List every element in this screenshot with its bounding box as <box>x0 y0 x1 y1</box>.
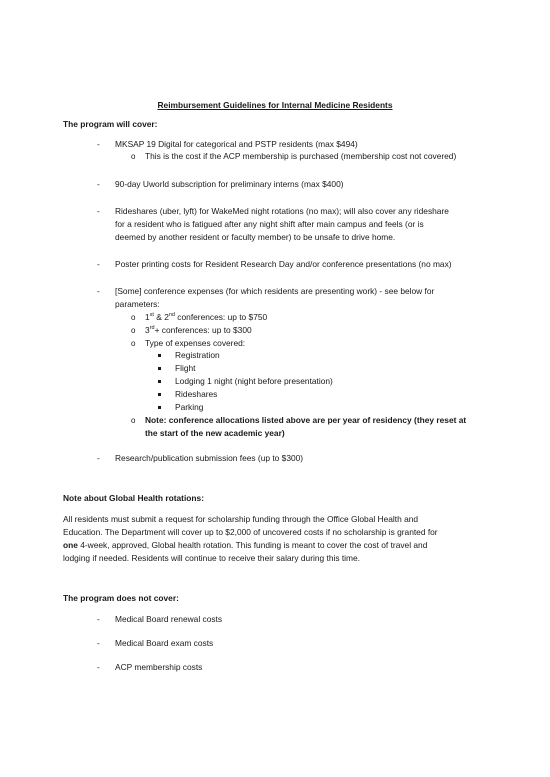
cover-item-mksap: MKSAP 19 Digital for categorical and PSTP residents (max $494) <box>115 139 358 149</box>
list-dash: - <box>97 638 100 648</box>
global-health-text-line: lodging if needed. Residents will continue to receive their salary during this time. <box>63 553 361 563</box>
expense-type-item: Parking <box>175 402 204 412</box>
cover-item-poster: Poster printing costs for Resident Research Day and/or conference presentations (no max) <box>115 259 452 269</box>
list-circle: o <box>131 416 136 425</box>
global-health-text-line: Education. The Department will cover up to $2,000 of uncovered costs if no scholarship is granted for <box>63 527 438 537</box>
emphasis-one: one <box>63 540 78 550</box>
expense-type-item: Registration <box>175 350 220 360</box>
cover-item-conference-line: parameters: <box>115 299 160 309</box>
page-title: Reimbursement Guidelines for Internal Medicine Residents <box>157 100 393 110</box>
list-circle: o <box>131 313 136 322</box>
global-health-heading: Note about Global Health rotations: <box>63 493 204 503</box>
list-circle: o <box>131 326 136 335</box>
list-dash: - <box>97 259 100 269</box>
cover-item-rideshare-line: Rideshares (uber, lyft) for WakeMed night rotations (no max); will also cover any rideshare <box>115 206 449 216</box>
cover-item-mksap-note: This is the cost if the ACP membership is purchased (membership cost not covered) <box>145 151 457 161</box>
cover-item-rideshare-line: deemed by another resident or faculty member) to be unsafe to drive home. <box>115 232 396 242</box>
conference-allowance-first: 1st & 2nd conferences: up to $750 <box>145 312 268 322</box>
list-dash: - <box>97 286 100 296</box>
expense-type-item: Rideshares <box>175 389 218 399</box>
expense-type-item: Flight <box>175 363 196 373</box>
list-circle: o <box>131 152 136 161</box>
list-dash: - <box>97 206 100 216</box>
not-covered-heading: The program does not cover: <box>63 593 179 603</box>
list-circle: o <box>131 339 136 348</box>
not-covered-item: Medical Board exam costs <box>115 638 214 648</box>
conference-allowance-third: 3rd+ conferences: up to $300 <box>145 325 252 335</box>
list-dash: - <box>97 179 100 189</box>
square-bullet-icon <box>158 393 161 396</box>
cover-heading: The program will cover: <box>63 119 158 129</box>
cover-item-uworld: 90-day Uworld subscription for preliminary interns (max $400) <box>115 179 344 189</box>
expense-types-label: Type of expenses covered: <box>145 338 246 348</box>
square-bullet-icon <box>158 354 161 357</box>
cover-item-conference-line: [Some] conference expenses (for which residents are presenting work) - see below for <box>115 286 435 296</box>
global-health-text-line: All residents must submit a request for scholarship funding through the Office Global Health and <box>63 514 419 524</box>
list-dash: - <box>97 614 100 624</box>
cover-item-rideshare-line: for a resident who is fatigued after any night shift after main campus and feels (or is <box>115 219 424 229</box>
square-bullet-icon <box>158 367 161 370</box>
not-covered-item: Medical Board renewal costs <box>115 614 223 624</box>
expense-type-item: Lodging 1 night (night before presentation) <box>175 376 333 386</box>
list-dash: - <box>97 453 100 463</box>
cover-item-publication: Research/publication submission fees (up to $300) <box>115 453 304 463</box>
square-bullet-icon <box>158 380 161 383</box>
list-dash: - <box>97 139 100 149</box>
not-covered-item: ACP membership costs <box>115 662 203 672</box>
square-bullet-icon <box>158 406 161 409</box>
global-health-text-line: one 4-week, approved, Global health rotation. This funding is meant to cover the cost of travel and <box>63 540 428 550</box>
conference-note-line: the start of the new academic year) <box>145 428 285 438</box>
conference-note-line: Note: conference allocations listed above are per year of residency (they reset at <box>145 415 467 425</box>
list-dash: - <box>97 662 100 672</box>
